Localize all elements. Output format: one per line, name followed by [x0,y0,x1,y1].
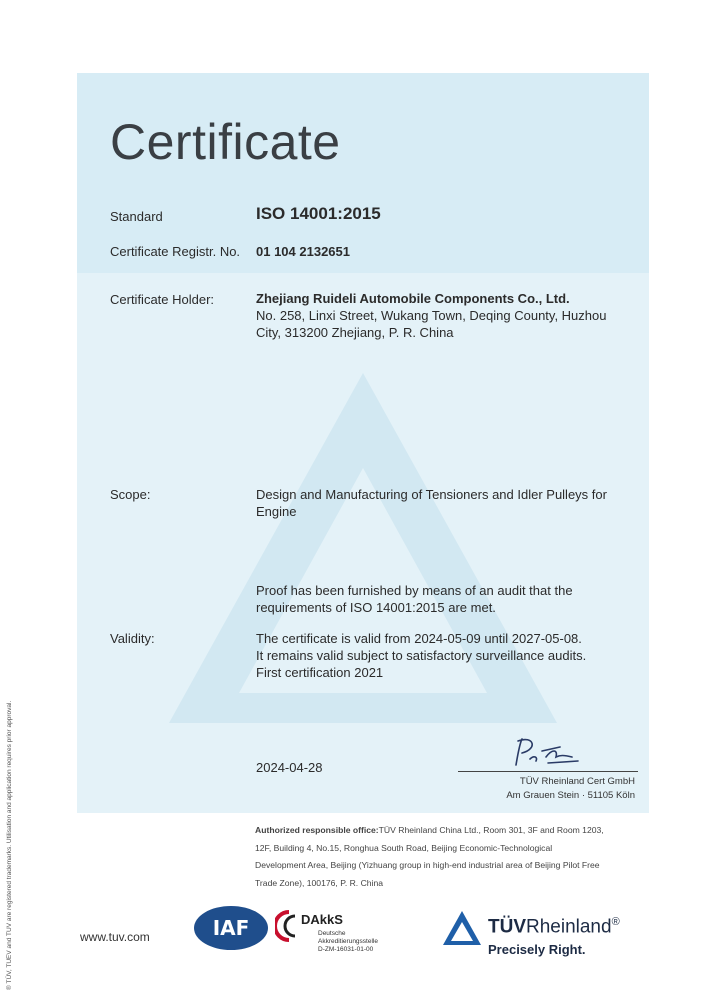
registration-label: Certificate Registr. No. [110,244,241,259]
office-label: Authorized responsible office: [255,825,379,835]
office-block [255,822,604,892]
tuv-brand-name [488,916,620,938]
holder-block [256,290,606,341]
issuer-address: Am Grauen Stein · 51105 Köln [506,790,635,801]
trademark-note: ® TÜV, TUEV and TUV are registered trademarks. Utilisation and application requires prior approval. [6,700,13,990]
validity-line: First certification 2021 [256,665,384,680]
proof-block [256,582,573,616]
scope-label: Scope: [110,487,151,502]
office-line: TÜV Rheinland China Ltd., Room 301, 3F and Room 1203, [378,825,604,835]
scope-block [256,486,607,520]
validity-block [256,630,586,681]
validity-line: The certificate is valid from 2024-05-09 until 2027-05-08. [256,631,582,646]
dakks-sub-line: D-ZM-16031-01-00 [318,946,374,953]
office-line: 12F, Building 4, No.15, Ronghua South Road, Beijing Economic-Technological [255,842,553,853]
website-link[interactable]: www.tuv.com [80,930,150,944]
dakks-mark-icon [275,910,297,942]
issuer-name: TÜV Rheinland Cert GmbH [519,776,635,787]
tuv-brand-rest: Rheinland [526,916,612,938]
standard-label: Standard [110,209,163,224]
document-title: Certificate [110,114,341,170]
office-line: Development Area, Beijing (Yizhuang group in high-end industrial area of Beijing Pilot Free [255,860,600,870]
registration-value: 01 104 2132651 [256,244,350,259]
tuv-brand-bold: TÜV [488,916,526,938]
holder-address-line: City, 313200 Zhejiang, P. R. China [256,325,454,340]
proof-line: requirements of ISO 14001:2015 are met. [256,600,496,615]
proof-line: Proof has been furnished by means of an audit that the [256,583,573,598]
issue-date: 2024-04-28 [256,760,323,775]
scope-line: Design and Manufacturing of Tensioners and Idler Pulleys for [256,487,607,502]
dakks-name: DAkkS [301,912,343,927]
tuv-slogan: Precisely Right. [488,942,586,957]
signature-line [458,771,638,772]
iaf-logo [194,906,268,950]
scope-line: Engine [256,504,297,519]
signature-icon [508,735,588,769]
holder-label: Certificate Holder: [110,292,215,307]
standard-value: ISO 14001:2015 [256,204,381,223]
tuv-triangle-icon [442,910,482,946]
holder-name: Zhejiang Ruideli Automobile Components Co., Ltd. [256,291,570,306]
office-line: Trade Zone), 100176, P. R. China [255,877,384,888]
triangle-watermark-icon [77,73,649,813]
tuv-registered-mark: ® [611,916,620,928]
dakks-sub-line: Deutsche [318,930,346,937]
dakks-sub-line: Akkreditierungsstelle [318,938,378,945]
dakks-subtext [318,930,378,954]
validity-line: It remains valid subject to satisfactory surveillance audits. [256,648,587,663]
validity-label: Validity: [110,631,155,646]
holder-address-line: No. 258, Linxi Street, Wukang Town, Deqing County, Huzhou [256,308,607,323]
iaf-logo-text: IAF [212,916,250,940]
